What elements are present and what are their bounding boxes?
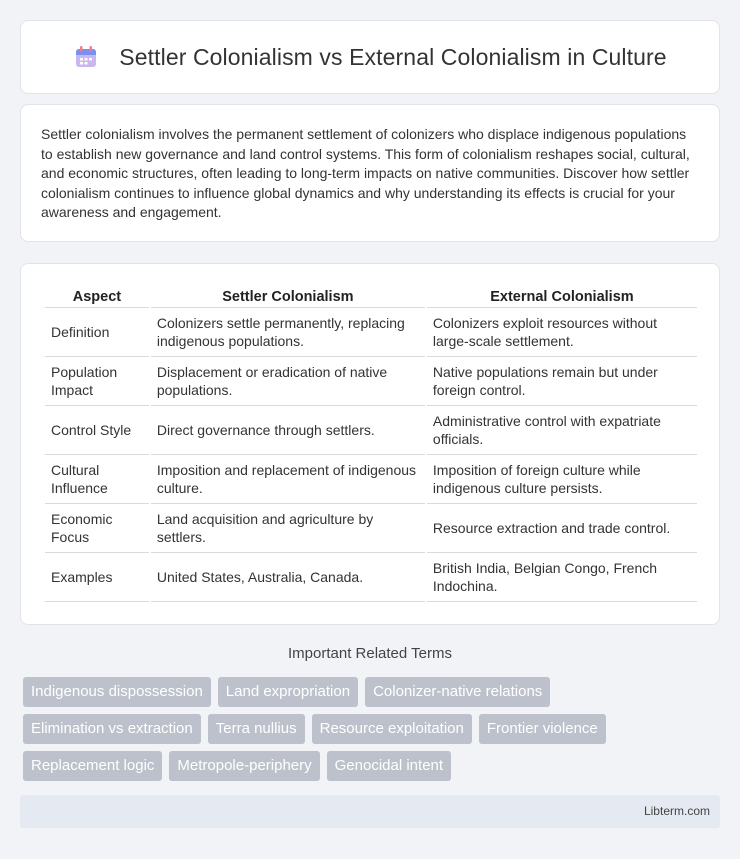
footer [20, 795, 720, 828]
cell-aspect: Cultural Influence [45, 455, 149, 504]
tag-land-expropriation[interactable]: Land expropriation [218, 677, 358, 707]
cell-settler: Displacement or eradication of native populations. [151, 357, 425, 406]
tag-genocidal-intent[interactable]: Genocidal intent [327, 751, 451, 781]
cell-external: Administrative control with expatriate officials. [427, 406, 697, 455]
tag-terra-nullius[interactable]: Terra nullius [208, 714, 305, 744]
header-settler: Settler Colonialism [151, 284, 425, 308]
tag-row [23, 714, 723, 744]
tag-replacement-logic[interactable]: Replacement logic [23, 751, 162, 781]
page-title: Settler Colonialism vs External Colonialism in Culture [119, 43, 667, 70]
tag-row [23, 677, 723, 707]
footer-brand-link[interactable]: Libterm.com [643, 804, 710, 818]
cell-aspect: Population Impact [45, 357, 149, 406]
cell-settler: United States, Australia, Canada. [151, 553, 425, 602]
intro-text: Settler colonialism involves the permanent settlement of colonizers who displace indigenous populations to establish new governance and land control systems. This form of colonialism reshapes social, cultural, and economic structures, often leading to long-term impacts on native communities. Discover how settler colonialism continues to influence global dynamics and why understanding its effects is crucial for your awareness and engagement. [41, 126, 690, 221]
cell-settler: Direct governance through settlers. [151, 406, 425, 455]
table-row [45, 308, 697, 357]
header-aspect: Aspect [45, 284, 149, 308]
tag-colonizer-native-relations[interactable]: Colonizer-native relations [365, 677, 550, 707]
table-row [45, 455, 697, 504]
table-row [45, 553, 697, 602]
tag-row [23, 751, 723, 781]
cell-external: Resource extraction and trade control. [427, 504, 697, 553]
related-terms-title: Important Related Terms [288, 645, 452, 662]
tag-indigenous-dispossession[interactable]: Indigenous dispossession [23, 677, 211, 707]
tag-frontier-violence[interactable]: Frontier violence [479, 714, 606, 744]
comparison-table [43, 284, 699, 602]
table-row [45, 504, 697, 553]
cell-settler: Land acquisition and agriculture by settlers. [151, 504, 425, 553]
table-row [45, 406, 697, 455]
header-external: External Colonialism [427, 284, 697, 308]
calendar-icon [73, 44, 99, 70]
tag-metropole-periphery[interactable]: Metropole-periphery [169, 751, 319, 781]
cell-external: Colonizers exploit resources without large-scale settlement. [427, 308, 697, 357]
related-terms-list [23, 677, 723, 788]
cell-aspect: Definition [45, 308, 149, 357]
cell-settler: Imposition and replacement of indigenous culture. [151, 455, 425, 504]
cell-aspect: Control Style [45, 406, 149, 455]
cell-settler: Colonizers settle permanently, replacing indigenous populations. [151, 308, 425, 357]
cell-aspect: Examples [45, 553, 149, 602]
cell-external: Native populations remain but under foreign control. [427, 357, 697, 406]
table-row [45, 357, 697, 406]
comparison-card [20, 263, 720, 625]
title-card [20, 20, 720, 94]
tag-resource-exploitation[interactable]: Resource exploitation [312, 714, 472, 744]
cell-aspect: Economic Focus [45, 504, 149, 553]
intro-card [20, 104, 720, 242]
cell-external: British India, Belgian Congo, French Indochina. [427, 553, 697, 602]
table-header-row [45, 284, 697, 308]
cell-external: Imposition of foreign culture while indigenous culture persists. [427, 455, 697, 504]
tag-elimination-vs-extraction[interactable]: Elimination vs extraction [23, 714, 201, 744]
